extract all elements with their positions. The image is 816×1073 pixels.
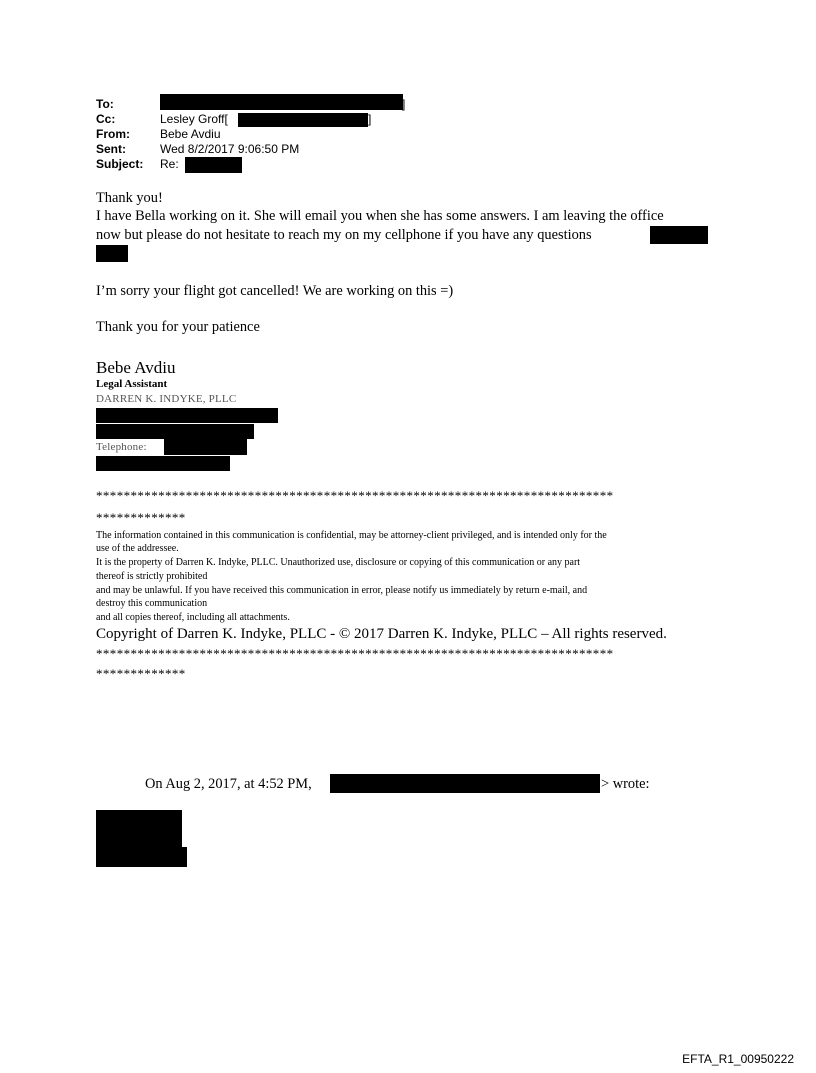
separator-stars: ************* <box>96 510 186 525</box>
copyright-line: Copyright of Darren K. Indyke, PLLC - © 2017 Darren K. Indyke, PLLC – All rights reserved. <box>96 626 667 642</box>
cc-value: Lesley Groff[ <box>160 112 228 126</box>
redaction-block <box>96 810 182 829</box>
redaction-block <box>185 157 242 173</box>
signature-title: Legal Assistant <box>96 378 168 390</box>
subject-value: Re: <box>160 157 179 171</box>
body-line: I’m sorry your flight got cancelled! We are working on this =) <box>96 283 454 299</box>
signature-name: Bebe Avdiu <box>96 358 176 377</box>
document-id: EFTA_R1_00950222 <box>682 1052 794 1066</box>
redaction-block <box>96 456 230 471</box>
disclaimer-line: thereof is strictly prohibited <box>96 571 208 582</box>
sent-label: Sent: <box>96 142 126 156</box>
quoted-wrote: > wrote: <box>601 776 650 792</box>
redaction-block <box>238 113 368 127</box>
disclaimer-line: use of the addressee. <box>96 543 179 554</box>
separator-stars: ************* <box>96 666 186 681</box>
redaction-block <box>96 245 128 262</box>
to-label: To: <box>96 97 114 111</box>
separator-stars: *************************************************************************** <box>96 646 614 661</box>
disclaimer-line: destroy this communication <box>96 598 208 609</box>
from-value: Bebe Avdiu <box>160 127 221 141</box>
disclaimer-line: It is the property of Darren K. Indyke, PLLC. Unauthorized use, disclosure or copying of this communication or any part <box>96 557 581 568</box>
redaction-block <box>96 408 278 423</box>
body-line: I have Bella working on it. She will email you when she has some answers. I am leaving the office <box>96 208 664 224</box>
telephone-label: Telephone: <box>96 441 147 453</box>
subject-label: Subject: <box>96 157 144 171</box>
redaction-block <box>96 829 182 848</box>
cc-label: Cc: <box>96 112 116 126</box>
separator-stars: *************************************************************************** <box>96 488 614 503</box>
quoted-intro: On Aug 2, 2017, at 4:52 PM, <box>145 776 312 792</box>
disclaimer-line: and all copies thereof, including all attachments. <box>96 612 290 623</box>
to-suffix: ] <box>402 97 406 111</box>
redaction-block <box>96 424 254 439</box>
from-label: From: <box>96 127 130 141</box>
redaction-block <box>164 439 247 455</box>
sent-value: Wed 8/2/2017 9:06:50 PM <box>160 142 300 156</box>
disclaimer-line: and may be unlawful. If you have received this communication in error, please notify us immediately by return e-mail, and <box>96 585 588 596</box>
disclaimer-line: The information contained in this communication is confidential, may be attorney-client privileged, and is intended only for the <box>96 530 607 541</box>
body-line: Thank you for your patience <box>96 319 260 335</box>
signature-firm: DARREN K. INDYKE, PLLC <box>96 393 237 405</box>
redaction-block <box>650 226 708 244</box>
body-line: Thank you! <box>96 190 163 206</box>
body-line: now but please do not hesitate to reach my on my cellphone if you have any questions <box>96 227 592 243</box>
redaction-block <box>330 774 600 793</box>
redaction-block <box>96 847 187 867</box>
cc-suffix: ] <box>368 112 372 126</box>
redaction-block <box>160 94 406 111</box>
